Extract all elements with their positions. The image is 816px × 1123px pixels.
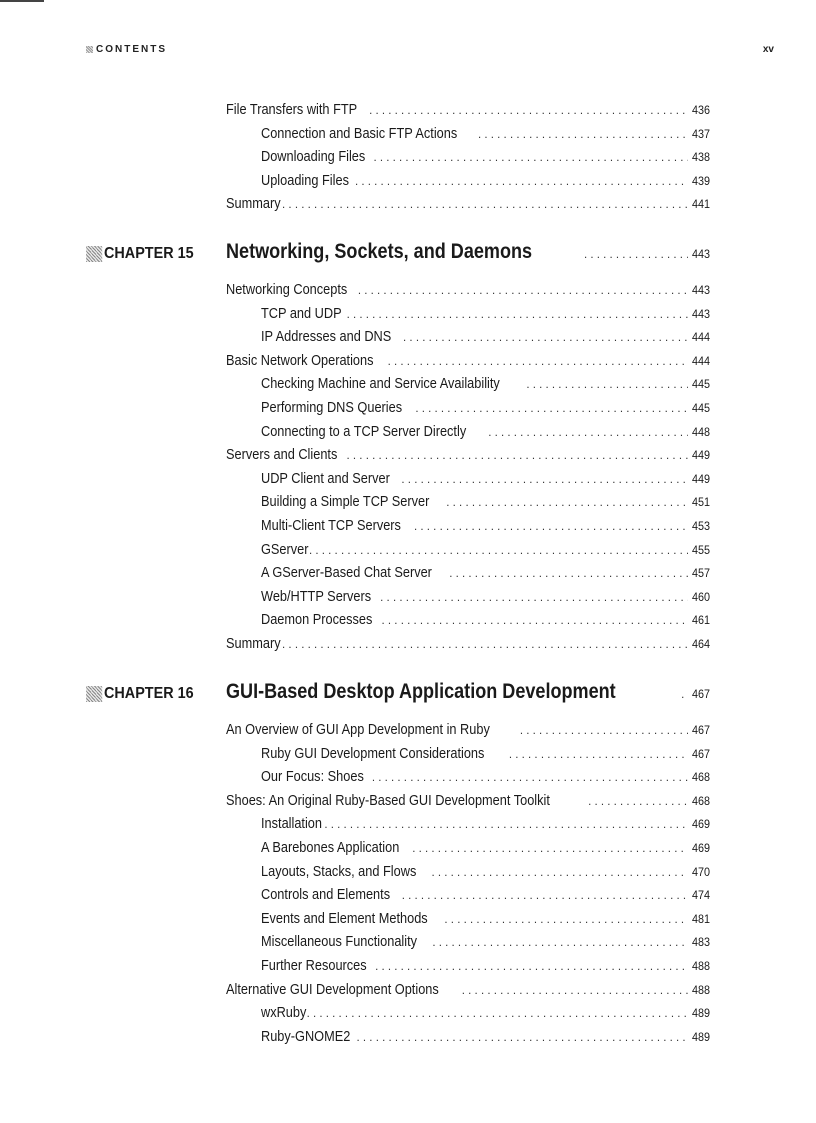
toc-entry-page: 444 bbox=[691, 330, 710, 345]
running-head-marker-icon bbox=[86, 46, 93, 53]
dot-leader bbox=[588, 796, 688, 808]
toc-entry-page: 470 bbox=[691, 864, 710, 879]
toc-entry-title: Multi-Client TCP Servers bbox=[261, 518, 401, 534]
toc-entry-title: Miscellaneous Functionality bbox=[261, 934, 418, 951]
dot-leader bbox=[681, 689, 688, 701]
chapter-marker-icon bbox=[86, 686, 102, 702]
toc-entry[interactable] bbox=[226, 195, 710, 213]
toc-entry-page: 455 bbox=[691, 542, 710, 557]
toc-subentry[interactable] bbox=[261, 564, 710, 582]
dot-leader bbox=[282, 199, 688, 211]
dot-leader bbox=[347, 450, 688, 462]
toc-entry-page: 489 bbox=[691, 1029, 710, 1044]
dot-leader bbox=[478, 129, 688, 141]
toc-entry-page: 468 bbox=[691, 793, 710, 808]
toc-entry-title: TCP and UDP bbox=[261, 305, 342, 322]
toc-subentry[interactable] bbox=[261, 305, 710, 323]
dot-leader bbox=[444, 914, 688, 926]
toc-entry-page: 449 bbox=[691, 448, 710, 463]
toc-entry[interactable] bbox=[226, 281, 710, 299]
toc-entry-title: Further Resources bbox=[261, 958, 367, 974]
toc-entry[interactable] bbox=[226, 101, 710, 119]
toc-entry-title: Uploading Files bbox=[261, 172, 349, 189]
toc-entry-page: 439 bbox=[691, 173, 710, 188]
toc-entry-title: Networking Concepts bbox=[226, 282, 348, 298]
toc-subentry[interactable] bbox=[261, 863, 710, 881]
toc-entry-page: 448 bbox=[691, 424, 710, 439]
toc-entry-title: Downloading Files bbox=[261, 149, 366, 166]
toc-subentry[interactable] bbox=[261, 399, 710, 417]
dot-leader bbox=[373, 152, 687, 164]
toc-subentry[interactable] bbox=[261, 768, 710, 786]
toc-entry[interactable] bbox=[226, 352, 710, 370]
toc-subentry[interactable] bbox=[261, 588, 710, 606]
toc-entry-title: Our Focus: Shoes bbox=[261, 769, 364, 786]
toc-subentry[interactable] bbox=[261, 745, 710, 763]
toc-entry-title: Performing DNS Queries bbox=[261, 400, 403, 416]
toc-entry-page: 474 bbox=[691, 888, 710, 903]
toc-entry-page: 457 bbox=[691, 566, 710, 581]
dot-leader bbox=[382, 615, 688, 627]
toc-subentry[interactable] bbox=[261, 470, 710, 488]
toc-entry-title: Servers and Clients bbox=[226, 447, 338, 464]
dot-leader bbox=[309, 545, 688, 557]
dot-leader bbox=[414, 521, 688, 533]
dot-leader bbox=[509, 749, 688, 761]
dot-leader bbox=[432, 867, 688, 879]
dot-leader bbox=[324, 819, 688, 831]
toc-entry-page: 451 bbox=[691, 495, 710, 510]
dot-leader bbox=[347, 309, 688, 321]
toc-subentry[interactable] bbox=[261, 933, 710, 951]
dot-leader bbox=[380, 592, 688, 604]
toc-entry-title: Alternative GUI Development Options bbox=[226, 981, 439, 998]
chapter-page: 443 bbox=[691, 247, 710, 261]
toc-entry-title: Summary bbox=[226, 196, 281, 213]
dot-leader bbox=[388, 356, 688, 368]
dot-leader bbox=[488, 427, 688, 439]
toc-entry-title: Connecting to a TCP Server Directly bbox=[261, 423, 467, 440]
toc-subentry[interactable] bbox=[261, 611, 710, 629]
chapter-number: CHAPTER 16 bbox=[104, 685, 194, 702]
chapter-title-row[interactable] bbox=[226, 240, 710, 264]
toc-entry-page: 460 bbox=[691, 589, 710, 604]
toc-entry-page: 469 bbox=[691, 841, 710, 855]
toc-subentry[interactable] bbox=[261, 125, 710, 143]
chapter-label bbox=[86, 245, 194, 263]
running-head bbox=[86, 44, 167, 55]
toc-entry-page: 481 bbox=[691, 911, 710, 926]
corner-crop-mark bbox=[0, 0, 44, 2]
toc-entry-page: 488 bbox=[691, 959, 710, 973]
toc-entry-title: Web/HTTP Servers bbox=[261, 588, 372, 605]
toc-entry-page: 469 bbox=[691, 817, 710, 832]
dot-leader bbox=[372, 772, 688, 784]
dot-leader bbox=[401, 474, 688, 486]
toc-entry[interactable] bbox=[226, 981, 710, 999]
toc-entry-title: An Overview of GUI App Development in Ruby bbox=[226, 722, 490, 738]
toc-entry-title: A GServer-Based Chat Server bbox=[261, 565, 432, 582]
dot-leader bbox=[402, 890, 688, 902]
toc-subentry[interactable] bbox=[261, 148, 710, 166]
dot-leader bbox=[282, 639, 688, 651]
chapter-title-row[interactable] bbox=[226, 680, 710, 704]
toc-entry-page: 444 bbox=[691, 353, 710, 368]
dot-leader bbox=[358, 285, 688, 297]
toc-entry[interactable] bbox=[226, 792, 710, 810]
toc-entry-page: 461 bbox=[691, 613, 710, 628]
dot-leader bbox=[355, 176, 688, 188]
chapter-title: GUI-Based Desktop Application Development bbox=[226, 680, 616, 703]
chapter-title: Networking, Sockets, and Daemons bbox=[226, 240, 533, 263]
toc-entry-title: Ruby GUI Development Considerations bbox=[261, 745, 485, 762]
dot-leader bbox=[462, 985, 688, 997]
toc-subentry[interactable] bbox=[261, 910, 710, 928]
toc-entry-title: Summary bbox=[226, 636, 281, 652]
toc-entry-page: 445 bbox=[691, 401, 710, 415]
dot-leader bbox=[307, 1008, 688, 1020]
toc-entry-page: 468 bbox=[691, 770, 710, 785]
toc-subentry[interactable] bbox=[261, 375, 710, 393]
toc-entry-page: 437 bbox=[691, 126, 710, 141]
toc-entry-page: 443 bbox=[691, 283, 710, 297]
toc-entry-title: Events and Element Methods bbox=[261, 910, 428, 927]
toc-entry-page: 464 bbox=[691, 637, 710, 651]
toc-subentry[interactable] bbox=[261, 1004, 710, 1022]
toc-entry-title: Checking Machine and Service Availability bbox=[261, 376, 500, 393]
dot-leader bbox=[584, 249, 688, 261]
dot-leader bbox=[526, 379, 688, 391]
toc-entry[interactable] bbox=[226, 446, 710, 464]
dot-leader bbox=[357, 1032, 688, 1044]
toc-subentry[interactable] bbox=[261, 423, 710, 441]
toc-entry-title: Building a Simple TCP Server bbox=[261, 494, 430, 511]
toc-entry[interactable] bbox=[226, 721, 710, 739]
toc-subentry[interactable] bbox=[261, 493, 710, 511]
dot-leader bbox=[415, 403, 688, 415]
toc-entry-page: 449 bbox=[691, 471, 710, 486]
toc-subentry[interactable] bbox=[261, 815, 710, 833]
running-head-label: CONTENTS bbox=[96, 44, 167, 55]
toc-subentry[interactable] bbox=[261, 957, 710, 975]
toc-entry[interactable] bbox=[226, 635, 710, 653]
toc-entry-page: 467 bbox=[691, 723, 710, 737]
toc-entry-title: Controls and Elements bbox=[261, 887, 391, 904]
toc-subentry[interactable] bbox=[261, 328, 710, 346]
chapter-label bbox=[86, 685, 194, 703]
toc-entry-title: UDP Client and Server bbox=[261, 470, 390, 487]
toc-entry-page: 488 bbox=[691, 982, 710, 997]
toc-entry-title: Connection and Basic FTP Actions bbox=[261, 125, 458, 142]
dot-leader bbox=[449, 568, 688, 580]
toc-entry-title: GServer bbox=[261, 541, 309, 558]
toc-subentry[interactable] bbox=[261, 541, 710, 559]
chapter-marker-icon bbox=[86, 246, 102, 262]
toc-entry-page: 436 bbox=[691, 103, 710, 117]
toc-entry-page: 467 bbox=[691, 746, 710, 761]
dot-leader bbox=[520, 725, 688, 737]
toc-entry-title: wxRuby bbox=[261, 1005, 307, 1022]
toc-entry-title: IP Addresses and DNS bbox=[261, 329, 392, 346]
chapter-page: 467 bbox=[691, 687, 710, 701]
toc-subentry[interactable] bbox=[261, 1028, 710, 1046]
dot-leader bbox=[369, 105, 688, 117]
dot-leader bbox=[446, 497, 688, 509]
toc-entry-title: Daemon Processes bbox=[261, 612, 373, 629]
chapter-number: CHAPTER 15 bbox=[104, 245, 194, 262]
toc-entry-page: 445 bbox=[691, 377, 710, 392]
toc-entry-page: 443 bbox=[691, 306, 710, 321]
toc-entry-page: 489 bbox=[691, 1006, 710, 1021]
toc-entry-title: Installation bbox=[261, 816, 323, 833]
toc-entry-title: Ruby-GNOME2 bbox=[261, 1028, 351, 1045]
toc-entry-page: 438 bbox=[691, 150, 710, 165]
dot-leader bbox=[375, 961, 688, 973]
toc-entry-title: A Barebones Application bbox=[261, 840, 400, 856]
dot-leader bbox=[432, 937, 688, 949]
toc-entry-title: Basic Network Operations bbox=[226, 352, 374, 369]
page-number: xv bbox=[762, 44, 774, 55]
toc-entry-page: 453 bbox=[691, 519, 710, 533]
toc-subentry[interactable] bbox=[261, 839, 710, 857]
toc-entry-title: Shoes: An Original Ruby-Based GUI Development Toolkit bbox=[226, 792, 550, 809]
dot-leader bbox=[403, 332, 688, 344]
toc-entry-title: File Transfers with FTP bbox=[226, 102, 358, 118]
toc-subentry[interactable] bbox=[261, 517, 710, 535]
toc-entry-page: 483 bbox=[691, 935, 710, 950]
toc-entry-page: 441 bbox=[691, 197, 710, 212]
toc-subentry[interactable] bbox=[261, 886, 710, 904]
dot-leader bbox=[412, 843, 688, 855]
toc-subentry[interactable] bbox=[261, 172, 710, 190]
toc-entry-title: Layouts, Stacks, and Flows bbox=[261, 863, 417, 880]
